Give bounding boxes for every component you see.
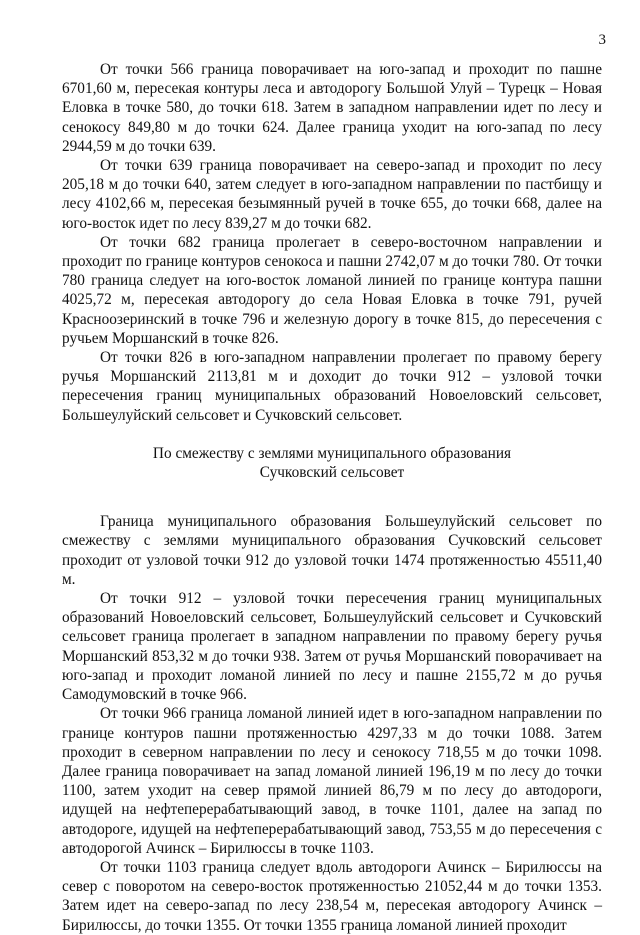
paragraph-point-639: От точки 639 граница поворачивает на северо-запад и проходит по лесу 205,18 м до точки 640, затем следует в юго-западном направлении по пастбищу и лесу 4102,66 м, пересекая безымянный ручей в точке 655, до точки 668, далее на юго-восток идет по лесу 839,27 м до точки 682. [62, 157, 602, 232]
section-heading-line-1: По смежеству с землями муниципального образования [152, 444, 512, 462]
paragraph-boundary-summary: Граница муниципального образования Большеулуйский сельсовет по смежеству с землями муниципального образования Сучковский сельсовет проходит от узловой точки 912 до узловой точки 1474 протяженностью 45511,40 м. [62, 513, 602, 588]
paragraph-point-566: От точки 566 граница поворачивает на юго-запад и проходит по пашне 6701,60 м, пересекая контуры леса и автодорогу Большой Улуй – Турецк – Новая Еловка в точке 580, до точки 618. Затем в западном направлении идет по лесу и сенокосу 849,80 м до точки 624. Далее граница уходит на юго-запад по лесу 2944,59 м до точки 639. [62, 61, 602, 155]
paragraph-point-966: От точки 966 граница ломаной линией идет в юго-западном направлении по границе контуров пашни протяженностью 4297,33 м до точки 1088. Затем проходит в северном направлении по лесу и сенокосу 718,55 м до точки 1098. Далее граница поворачивает на запад ломаной линией 196,19 м по лесу до точки 1100, затем уходит на север прямой линией 86,79 м по лесу до автодороги, идущей на нефтеперерабатывающий завод, в точке 1101, далее на запад по автодороге, идущей на нефтеперерабатывающий завод, 753,55 м до пересечения с автодорогой Ачинск – Бирилюссы в точке 1103. [62, 705, 602, 857]
paragraph-point-826: От точки 826 в юго-западном направлении пролегает по правому берегу ручья Моршанский 2113,81 м и доходит до точки 912 – узловой точки пересечения границ муниципальных образований Новоеловский сельсовет, Большеулуйский сельсовет и Сучковский сельсовет. [62, 349, 602, 424]
paragraph-point-912: От точки 912 – узловой точки пересечения границ муниципальных образований Новоеловский сельсовет, Большеулуйский сельсовет и Сучковский сельсовет граница пролегает в западном направлении по правому берегу ручья Моршанский 853,32 м до точки 938. Затем от ручья Моршанский поворачивает на юго-запад и проходит ломаной линией по лесу и пашне 2155,72 м до ручья Самодумовский в точке 966. [62, 590, 602, 704]
section-heading-line-2: Сучковский сельсовет [259, 464, 405, 482]
section-heading [62, 444, 602, 482]
document-body [62, 60, 602, 935]
page-number: 3 [598, 32, 606, 48]
paragraph-point-682: От точки 682 граница пролегает в северо-восточном направлении и проходит по границе контуров сенокоса и пашни 2742,07 м до точки 780. От точки 780 граница следует на юго-восток ломаной линией по границе контура пашни 4025,72 м, пересекая автодорогу до села Новая Еловка в точке 791, ручей Красноозеринский в точке 796 и железную дорогу в точке 815, до пересечения с ручьем Моршанский в точке 826. [62, 233, 602, 347]
paragraph-point-1103: От точки 1103 граница следует вдоль автодороги Ачинск – Бирилюссы на север с поворотом на северо-восток протяженностью 21052,44 м до точки 1353. Затем идет на северо-запад по лесу 238,54 м, пересекая автодорогу Ачинск – Бирилюссы, до точки 1355. От точки 1355 граница ломаной линией проходит [62, 858, 602, 934]
